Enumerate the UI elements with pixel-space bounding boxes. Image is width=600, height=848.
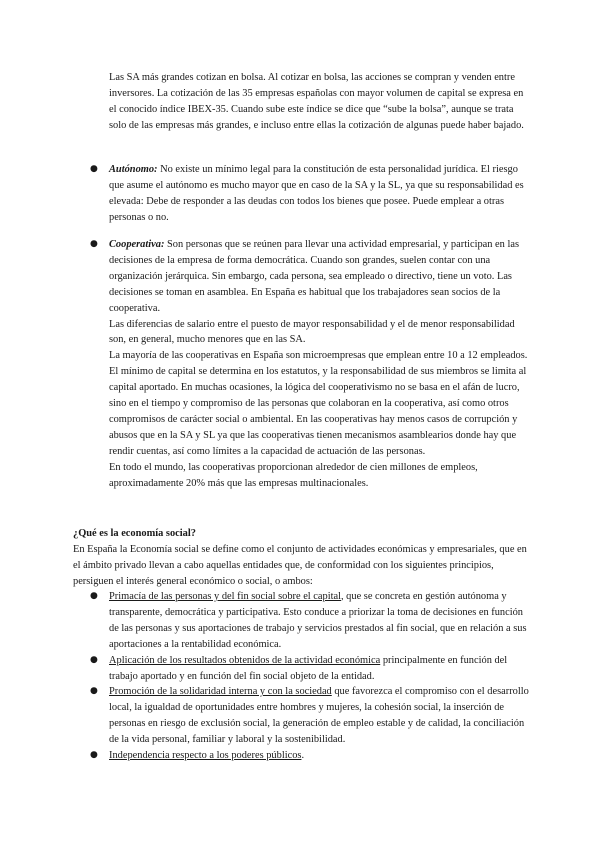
intro-paragraph: Las SA más grandes cotizan en bolsa. Al cotizar en bolsa, las acciones se compran y venden entre inversores. La cotización de las 35 empresas españolas con mayor volumen de capital se expresa en el conocido índice IBEX-35. Cuando sube este índice se dice que “sube la bolsa”, aunque se trata solo de las empresas más grandes, e incluso entre ellas la cotización de algunas puede haber bajado. (109, 72, 524, 131)
principle-title: Primacía de las personas y del fin social sobre el capital (109, 591, 341, 602)
cooperativa-paragraph-3: La mayoría de las cooperativas en España son microempresas que emplean entre 10 a 12 empleados. (109, 350, 528, 362)
bullet-icon: ● (90, 239, 98, 249)
social-intro-paragraph: En España la Economía social se define como el conjunto de actividades económicas y empresariales, que en el ámbito privado llevan a cabo aquellas entidades que, de conformidad con los siguientes principios, persiguen el interés general económico o social, o ambos: (73, 544, 527, 587)
bullet-icon: ● (90, 686, 98, 697)
list-item (90, 653, 532, 685)
bullet-cooperativa (90, 237, 532, 492)
bullet-icon: ● (90, 654, 98, 665)
section-heading: ¿Qué es la economía social? (73, 528, 196, 539)
cooperativa-term: Cooperativa: (109, 239, 165, 250)
bullet-icon: ● (90, 164, 98, 174)
cooperativa-paragraph-5: En todo el mundo, las cooperativas proporcionan alrededor de cien millones de empleos, aproximadamente 20% más que las empresas multinacionales. (109, 461, 478, 489)
principle-text: que favorezca el compromiso con el desarrollo local, la igualdad de oportunidades entre hombres y mujeres, la cohesión social, la inserción de personas en riesgo de exclusión social, la generación de empleo estable y de calidad, la conciliación de la vida personal, familiar y laboral y la sostenibilidad. (109, 686, 529, 746)
list-item (90, 684, 532, 748)
principle-title: Promoción de la solidaridad interna y con la sociedad (109, 686, 332, 698)
principle-title: Independencia respecto a los poderes públicos (109, 750, 302, 762)
list-item (90, 748, 532, 764)
cooperativa-paragraph-1 (109, 237, 532, 317)
list-item (90, 589, 532, 653)
bullet-icon: ● (90, 591, 98, 601)
bullet-icon: ● (90, 750, 98, 761)
principle-title: Aplicación de los resultados obtenidos de la actividad económica (109, 654, 381, 666)
cooperativa-paragraph-2: Las diferencias de salario entre el puesto de mayor responsabilidad y el de menor responsabilidad son, en general, mucho menores que en las SA. (109, 318, 515, 346)
principle-text: , que se concreta en gestión autónoma y transparente, democrática y participativa. Esto conduce a priorizar la toma de decisiones en función de las personas y sus aportaciones de trabajo y servicios prestados al fin social, que en relación a sus aportaciones a la rentabilidad económica. (109, 591, 527, 650)
bullet-autonomo (90, 162, 532, 226)
principles-list (90, 589, 532, 764)
autonomo-paragraph (109, 162, 532, 226)
autonomo-text: No existe un mínimo legal para la constitución de esta personalidad jurídica. El riesgo que asume el autónomo es mucho mayor que en caso de la SA y la SL, ya que su responsabilidad es elevada: Debe de responder a las deudas con todos los bienes que posee. Puede emplear a otras personas o no. (109, 164, 524, 223)
autonomo-term: Autónomo: (109, 164, 158, 175)
principle-text: . (301, 750, 305, 762)
cooperativa-paragraph-4: El mínimo de capital se determina en los estatutos, y la responsabilidad de sus miembros se limita al capital aportado. En muchas ocasiones, la lógica del cooperativismo no se basa en el afán de lucro, sino en el tiempo y compromiso de las personas que colaboran en la cooperativa, así como otros compromisos de carácter social o ambiental. En las cooperativas hay menos casos de corrupción y abusos que en la SA y SL ya que las cooperativas tienen mecanismos asamblearios donde hay que rendir cuentas, así como límites a la capacidad de actuación de las personas. (109, 366, 527, 457)
cooperativa-text: Son personas que se reúnen para llevar una actividad empresarial, y participan en las decisiones de la empresa de forma democrática. Cuando son grandes, suelen contar con una organización jerárquica. Sin embargo, cada persona, sea empleado o directivo, tiene un voto. Las decisiones se toman en asamblea. En España es habitual que los trabajadores sean socios de la cooperativa. (109, 239, 520, 314)
principle-text: principalmente en función del trabajo aportado y en función del fin social objeto de la entidad. (109, 654, 508, 682)
